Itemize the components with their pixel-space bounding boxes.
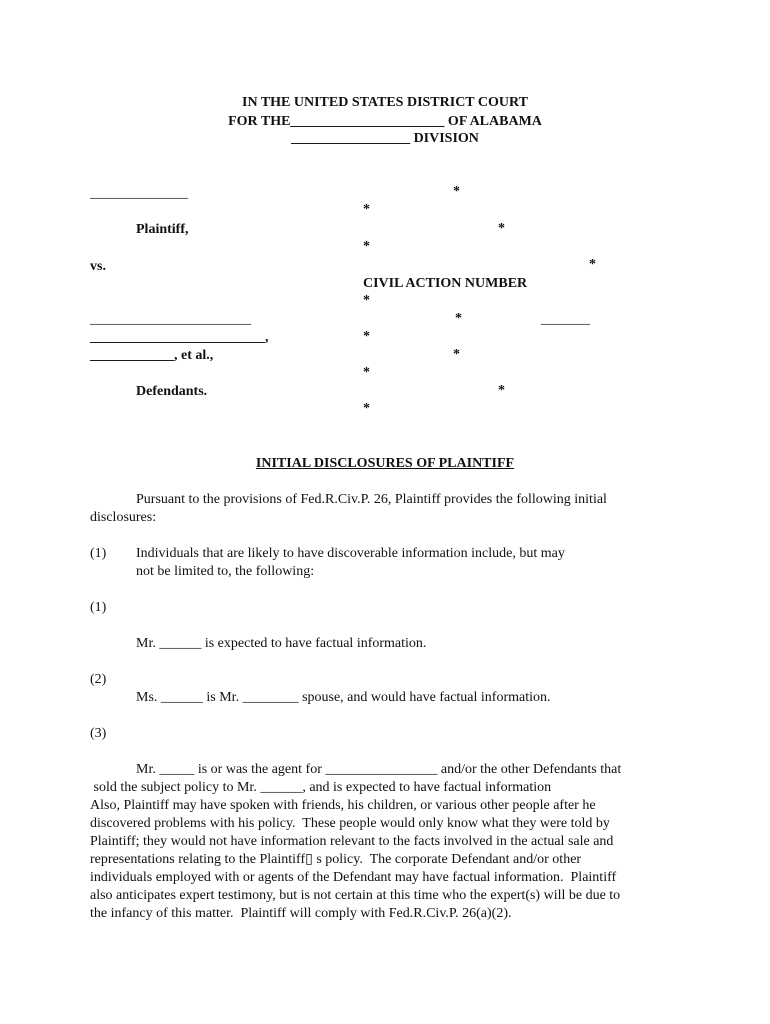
caption-asterisk: *: [363, 293, 370, 308]
defendants-label: Defendants.: [136, 384, 208, 399]
section-text: not be limited to, the following:: [136, 564, 315, 579]
paragraph-line: Plaintiff; they would not have information relevant to the facts involved in the actual sale and: [90, 834, 614, 849]
civil-action-number-blank: _______: [541, 312, 590, 327]
caption-asterisk: *: [363, 239, 370, 254]
caption-asterisk: *: [589, 257, 596, 272]
paragraph-line: discovered problems with his policy. These people would only know what they were told by: [90, 816, 610, 831]
division-heading: _________________ DIVISION: [291, 131, 479, 146]
caption-asterisk: *: [363, 401, 370, 416]
paragraph-line: sold the subject policy to Mr. ______, and is expected to have factual information: [90, 780, 552, 795]
caption-asterisk: *: [453, 347, 460, 362]
intro-line: disclosures:: [90, 510, 157, 525]
paragraph-line: individuals employed with or agents of the Defendant may have factual information. Plaintiff: [90, 870, 617, 885]
plaintiff-name-blank: ______________: [90, 186, 188, 201]
vs-label: vs.: [90, 259, 106, 274]
caption-asterisk: *: [363, 365, 370, 380]
caption-asterisk: *: [498, 383, 505, 398]
court-heading: IN THE UNITED STATES DISTRICT COURT: [242, 95, 528, 110]
item-text: Mr. ______ is expected to have factual information.: [136, 636, 427, 651]
paragraph-line: Mr. _____ is or was the agent for ________________ and/or the other Defendants that: [136, 762, 622, 777]
defendant-name-blank-1: _______________________: [90, 312, 251, 327]
defendant-name-blank-3: ____________, et al.,: [90, 348, 214, 363]
caption-asterisk: *: [363, 329, 370, 344]
item-number: (3): [90, 726, 107, 741]
civil-action-label: CIVIL ACTION NUMBER: [363, 276, 528, 291]
paragraph-line: also anticipates expert testimony, but is not certain at this time who the expert(s) will be due to: [90, 888, 621, 903]
defendant-name-blank-2: _________________________,: [90, 330, 269, 345]
item-text: Ms. ______ is Mr. ________ spouse, and would have factual information.: [136, 690, 551, 705]
section-number: (1): [90, 546, 107, 561]
district-heading: FOR THE______________________ OF ALABAMA: [228, 114, 542, 129]
caption-asterisk: *: [498, 221, 505, 236]
caption-asterisk: *: [455, 311, 462, 326]
paragraph-line: representations relating to the Plaintiff▯ s policy. The corporate Defendant and/or other: [90, 852, 582, 867]
item-number: (2): [90, 672, 107, 687]
caption-asterisk: *: [453, 184, 460, 199]
section-text: Individuals that are likely to have discoverable information include, but may: [136, 546, 565, 561]
caption-asterisk: *: [363, 202, 370, 217]
paragraph-line: the infancy of this matter. Plaintiff will comply with Fed.R.Civ.P. 26(a)(2).: [90, 906, 512, 921]
document-title: INITIAL DISCLOSURES OF PLAINTIFF: [255, 456, 515, 471]
intro-line: Pursuant to the provisions of Fed.R.Civ.P. 26, Plaintiff provides the following initial: [136, 492, 607, 507]
paragraph-line: Also, Plaintiff may have spoken with friends, his children, or various other people after he: [90, 798, 596, 813]
item-number: (1): [90, 600, 107, 615]
plaintiff-label: Plaintiff,: [136, 222, 189, 237]
